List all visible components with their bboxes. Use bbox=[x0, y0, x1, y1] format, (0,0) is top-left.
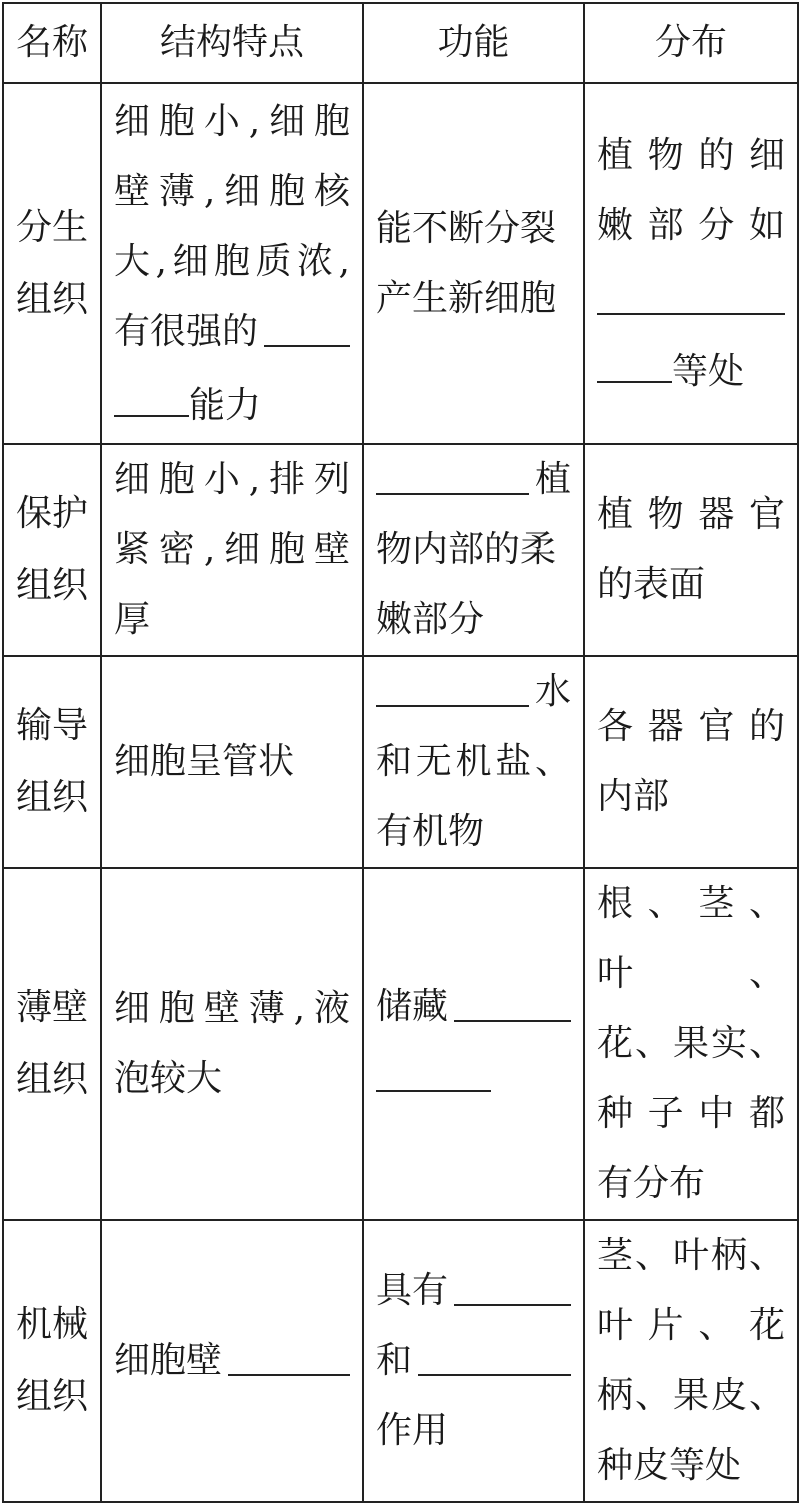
answer-blank[interactable] bbox=[376, 657, 529, 707]
tissue-table bbox=[2, 2, 799, 1503]
row-structure: 细胞呈管状 bbox=[101, 656, 363, 868]
row-distribution: 茎、叶柄、 叶片、花 柄、果皮、 种皮等处 bbox=[584, 1220, 798, 1502]
answer-blank[interactable] bbox=[376, 1042, 491, 1092]
table-row bbox=[3, 444, 798, 656]
table-row bbox=[3, 83, 798, 444]
answer-blank[interactable] bbox=[597, 261, 785, 315]
row-name: 输导 组织 bbox=[3, 656, 101, 868]
answer-blank[interactable] bbox=[454, 1256, 571, 1306]
row-structure: 细胞壁薄,液 泡较大 bbox=[101, 868, 363, 1220]
row-distribution: 植物器官 的表面 bbox=[584, 444, 798, 656]
answer-blank[interactable] bbox=[454, 972, 571, 1022]
table-row bbox=[3, 656, 798, 868]
row-function: 储藏 bbox=[363, 868, 584, 1220]
header-structure: 结构特点 bbox=[101, 3, 363, 83]
answer-blank[interactable] bbox=[228, 1326, 350, 1376]
header-row bbox=[3, 3, 798, 83]
answer-blank[interactable] bbox=[264, 297, 350, 347]
row-name: 保护 组织 bbox=[3, 444, 101, 656]
row-function: 水 和无机盐、 有机物 bbox=[363, 656, 584, 868]
answer-blank[interactable] bbox=[114, 367, 189, 417]
row-structure: 细胞小,排列 紧密,细胞壁 厚 bbox=[101, 444, 363, 656]
row-name: 机械 组织 bbox=[3, 1220, 101, 1502]
header-name: 名称 bbox=[3, 3, 101, 83]
row-name: 分生 组织 bbox=[3, 83, 101, 444]
row-structure: 细胞壁 bbox=[101, 1220, 363, 1502]
answer-blank[interactable] bbox=[597, 333, 672, 383]
header-distribution: 分布 bbox=[584, 3, 798, 83]
row-distribution: 根、茎、叶、 花、果实、 种子中都 有分布 bbox=[584, 868, 798, 1220]
answer-blank[interactable] bbox=[376, 445, 529, 495]
row-structure: 细胞小,细胞 壁薄,细胞核 大,细胞质浓, 有很强的 能力 bbox=[101, 83, 363, 444]
row-function: 植 物内部的柔 嫩部分 bbox=[363, 444, 584, 656]
row-distribution: 植物的细 嫩部分如 等处 bbox=[584, 83, 798, 444]
row-distribution: 各器官的 内部 bbox=[584, 656, 798, 868]
answer-blank[interactable] bbox=[418, 1326, 571, 1376]
row-function: 能不断分裂 产生新细胞 bbox=[363, 83, 584, 444]
row-name: 薄壁 组织 bbox=[3, 868, 101, 1220]
table-row bbox=[3, 1220, 798, 1502]
header-function: 功能 bbox=[363, 3, 584, 83]
row-function: 具有 和 作用 bbox=[363, 1220, 584, 1502]
table-row bbox=[3, 868, 798, 1220]
